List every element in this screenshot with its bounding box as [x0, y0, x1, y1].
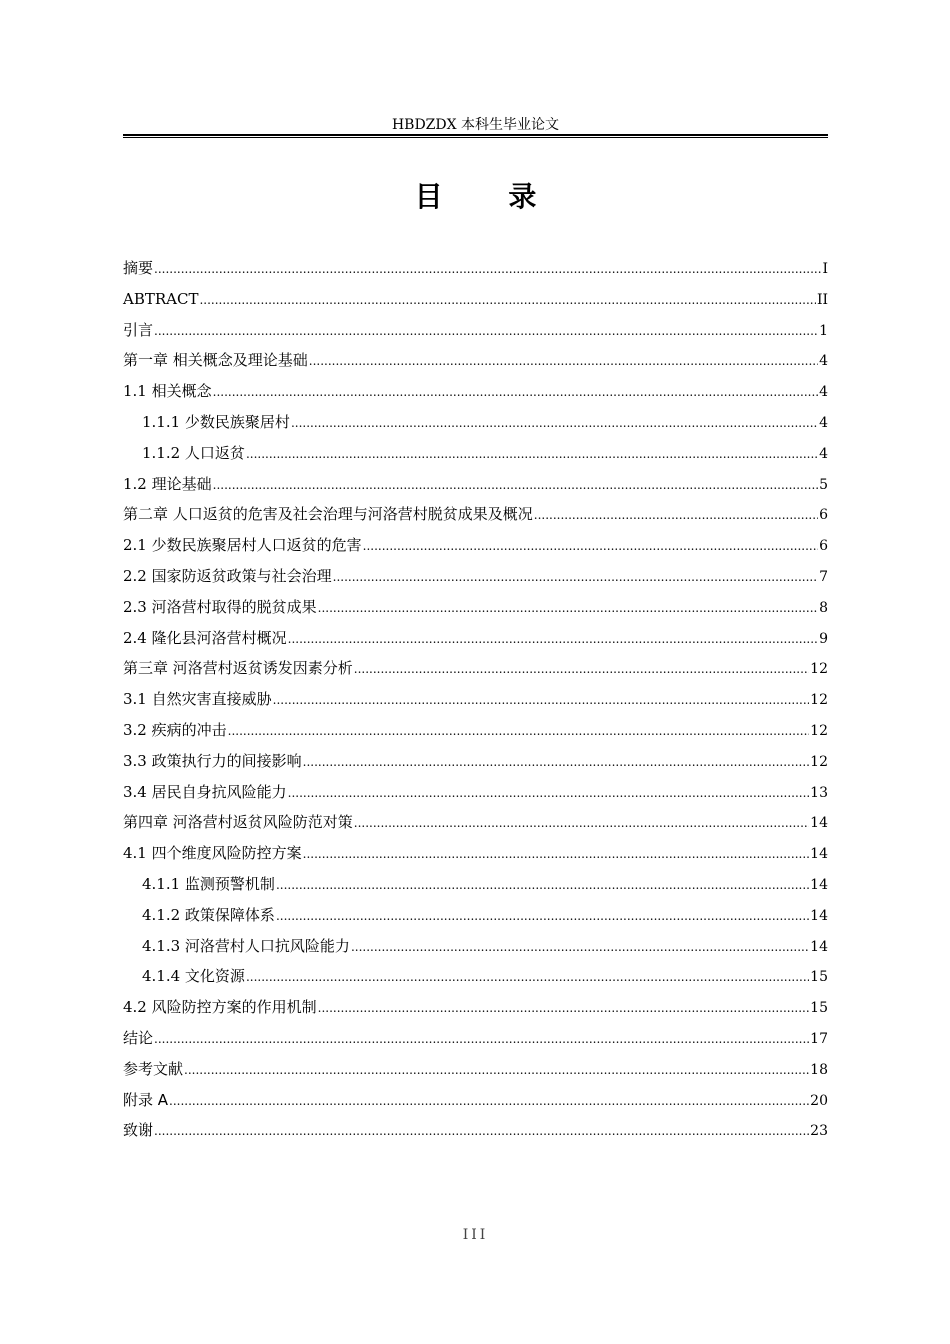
toc-entry-page: 14	[810, 938, 828, 955]
toc-entry-page: 7	[819, 568, 828, 585]
toc-entry-label: 第二章 人口返贫的危害及社会治理与河洛营村脱贫成果及概况	[123, 505, 533, 524]
toc-entry-label: 结论	[123, 1028, 154, 1047]
toc-leader-dots	[318, 993, 810, 1024]
toc-entry-page: 23	[810, 1123, 828, 1140]
toc-entry[interactable]	[123, 376, 828, 407]
toc-entry-label: 4.1.2 政策保障体系	[142, 905, 275, 924]
toc-entry-page: 1	[819, 322, 828, 339]
toc-entry-page: 14	[810, 846, 828, 863]
toc-entry[interactable]	[123, 838, 828, 869]
toc-entry-page: 20	[810, 1092, 828, 1109]
toc-entry-page: 18	[810, 1061, 828, 1078]
toc-leader-dots	[154, 1024, 809, 1055]
toc-leader-dots	[199, 285, 815, 316]
toc-entry-label: 2.3 河洛营村取得的脱贫成果	[123, 597, 317, 616]
toc-entry[interactable]	[123, 992, 828, 1023]
toc-leader-dots	[303, 839, 810, 870]
toc-entry-page: II	[816, 291, 828, 308]
toc-entry-label: 附录 A	[123, 1090, 169, 1109]
toc-entry-label: 3.2 疾病的冲击	[123, 720, 227, 739]
toc-entry-page: 14	[810, 815, 828, 832]
toc-entry-page: I	[822, 261, 828, 277]
toc-entry-page: 17	[810, 1030, 828, 1047]
toc-leader-dots	[534, 500, 818, 531]
toc-entry[interactable]	[123, 900, 828, 931]
toc-leader-dots	[213, 377, 818, 408]
toc-leader-dots	[288, 778, 810, 809]
toc-entry-label: 2.2 国家防返贫政策与社会治理	[123, 566, 332, 585]
toc-entry-label: ABTRACT	[123, 289, 199, 308]
toc-entry-page: 4	[819, 445, 828, 462]
toc-entry-page: 4	[819, 414, 828, 431]
toc-entry[interactable]	[123, 592, 828, 623]
toc-leader-dots	[246, 439, 818, 470]
toc-leader-dots	[318, 593, 818, 624]
toc-entry-label: 致谢	[123, 1121, 154, 1140]
toc-entry-page: 13	[810, 784, 828, 801]
toc-entry-page: 6	[819, 507, 828, 524]
toc-leader-dots	[354, 808, 809, 839]
toc-entry[interactable]	[123, 345, 828, 376]
toc-entry[interactable]	[123, 530, 828, 561]
toc-entry-page: 15	[810, 969, 828, 986]
toc-entry-page: 12	[810, 722, 828, 739]
toc-entry[interactable]	[123, 869, 828, 900]
toc-entry[interactable]	[123, 561, 828, 592]
toc-leader-dots	[288, 624, 818, 655]
toc-entry[interactable]	[123, 469, 828, 500]
toc-entry-page: 12	[810, 692, 828, 709]
toc-entry-label: 1.1.1 少数民族聚居村	[142, 412, 290, 431]
toc-entry-label: 3.1 自然灾害直接威胁	[123, 690, 272, 709]
toc-entry-label: 摘要	[123, 259, 154, 277]
toc-entry-label: 第一章 相关概念及理论基础	[123, 351, 308, 370]
toc-entry-label: 参考文献	[123, 1059, 184, 1078]
toc-entry-label: 1.2 理论基础	[123, 474, 212, 493]
toc-entry-label: 3.4 居民自身抗风险能力	[123, 782, 287, 801]
toc-entry-page: 8	[819, 599, 828, 616]
toc-entry-label: 4.1.3 河洛营村人口抗风险能力	[142, 936, 350, 955]
toc-entry[interactable]	[123, 623, 828, 654]
toc-entry-label: 4.1.1 监测预警机制	[142, 874, 275, 893]
toc-leader-dots	[273, 685, 810, 716]
toc-entry-page: 14	[810, 876, 828, 893]
toc-entry[interactable]	[123, 961, 828, 992]
toc-entry-page: 6	[819, 538, 828, 555]
toc-entry-label: 4.1.4 文化资源	[142, 967, 245, 986]
toc-entry-page: 15	[810, 1000, 828, 1017]
toc-leader-dots	[303, 747, 810, 778]
toc-entry-label: 1.1.2 人口返贫	[142, 443, 245, 462]
toc-entry[interactable]	[123, 253, 828, 284]
toc-entry[interactable]	[123, 315, 828, 346]
running-header: HBDZDX 本科生毕业论文	[391, 117, 560, 133]
toc-entry-label: 4.1 四个维度风险防控方案	[123, 844, 302, 863]
toc-entry[interactable]	[123, 653, 828, 684]
toc-leader-dots	[246, 962, 809, 993]
toc-entry-label: 4.2 风险防控方案的作用机制	[123, 998, 317, 1017]
table-of-contents	[123, 253, 828, 1146]
toc-entry-label: 2.4 隆化县河洛营村概况	[123, 628, 287, 647]
toc-entry-page: 4	[819, 384, 828, 401]
toc-leader-dots	[333, 562, 818, 593]
toc-leader-dots	[154, 316, 818, 347]
toc-entry[interactable]	[123, 284, 828, 315]
toc-leader-dots	[154, 254, 821, 285]
toc-entry-label: 3.3 政策执行力的间接影响	[123, 751, 302, 770]
toc-leader-dots	[354, 654, 809, 685]
toc-entry[interactable]	[123, 777, 828, 808]
toc-leader-dots	[228, 716, 810, 747]
toc-entry[interactable]	[123, 1085, 828, 1116]
toc-entry[interactable]	[123, 1115, 828, 1146]
toc-leader-dots	[184, 1055, 809, 1086]
toc-entry[interactable]	[123, 931, 828, 962]
toc-entry-label: 1.1 相关概念	[123, 382, 212, 401]
toc-entry[interactable]	[123, 1054, 828, 1085]
toc-leader-dots	[309, 346, 818, 377]
toc-entry-page: 5	[819, 476, 828, 493]
toc-entry-label: 第三章 河洛营村返贫诱发因素分析	[123, 659, 353, 678]
toc-leader-dots	[291, 408, 818, 439]
page-number: III	[462, 1227, 489, 1243]
toc-entry[interactable]	[123, 407, 828, 438]
toc-entry[interactable]	[123, 684, 828, 715]
toc-entry-page: 9	[819, 630, 828, 647]
toc-entry-page: 12	[810, 661, 828, 678]
toc-entry[interactable]	[123, 715, 828, 746]
toc-entry[interactable]	[123, 746, 828, 777]
toc-entry-label: 引言	[123, 320, 154, 339]
toc-leader-dots	[351, 932, 809, 963]
toc-leader-dots	[169, 1086, 809, 1117]
toc-entry-page: 14	[810, 907, 828, 924]
toc-leader-dots	[276, 870, 809, 901]
toc-leader-dots	[154, 1116, 809, 1147]
toc-entry[interactable]	[123, 807, 828, 838]
toc-entry-label: 2.1 少数民族聚居村人口返贫的危害	[123, 536, 362, 555]
toc-entry-page: 4	[819, 353, 828, 370]
toc-title: 目 录	[414, 180, 565, 213]
toc-leader-dots	[363, 531, 818, 562]
toc-leader-dots	[213, 470, 818, 501]
header-rule	[123, 134, 828, 138]
toc-leader-dots	[276, 901, 809, 932]
toc-entry-label: 第四章 河洛营村返贫风险防范对策	[123, 813, 353, 832]
toc-entry[interactable]	[123, 499, 828, 530]
toc-entry-page: 12	[810, 753, 828, 770]
toc-entry[interactable]	[123, 438, 828, 469]
toc-entry[interactable]	[123, 1023, 828, 1054]
